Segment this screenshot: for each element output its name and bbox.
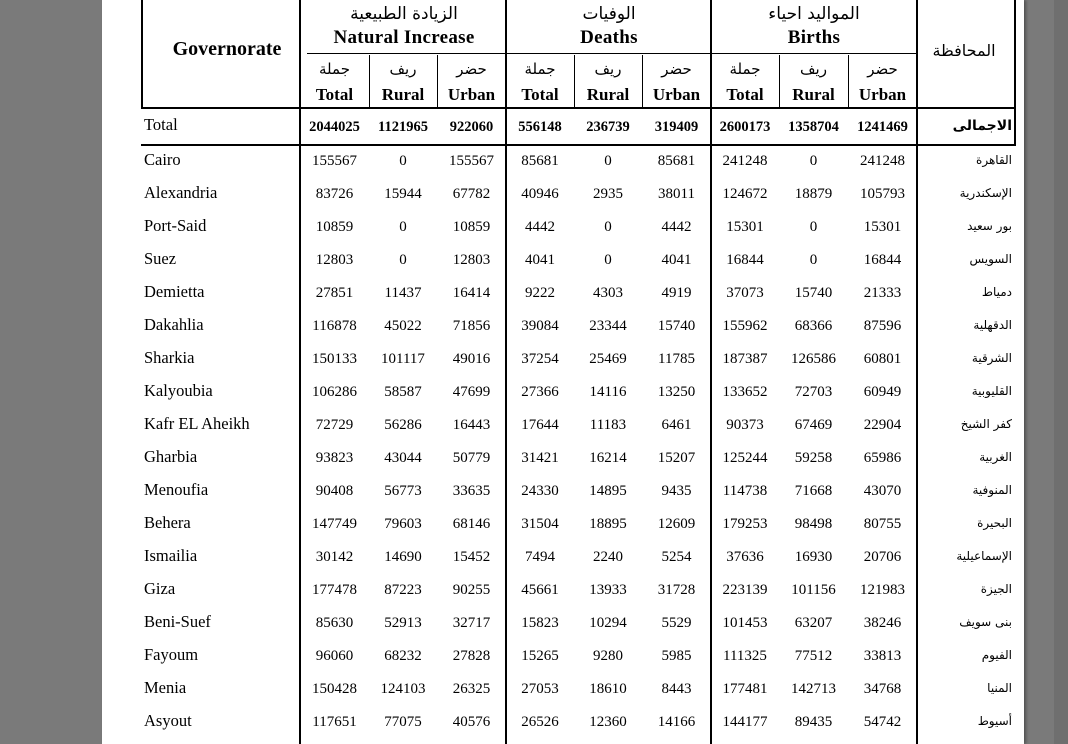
subheader-rural-ar: ريف (389, 60, 417, 78)
data-cell: 12803 (315, 252, 354, 268)
data-cell: 101453 (722, 615, 768, 631)
subcol-divider-4 (779, 55, 780, 108)
data-cell: 20706 (863, 549, 902, 565)
governorate-name: Ismailia (144, 546, 198, 565)
data-cell: 4041 (661, 252, 692, 268)
data-cell: 155962 (722, 318, 768, 334)
total-value: 319409 (654, 119, 699, 135)
governorate-name-ar: السويس (969, 252, 1012, 266)
governorate-name: Alexandria (144, 183, 218, 202)
governorate-header-ar: المحافظة (932, 41, 996, 60)
governorate-name: Dakahlia (144, 315, 204, 334)
data-cell: 49016 (452, 351, 491, 367)
data-cell: 0 (604, 219, 612, 235)
births-header: Births (787, 27, 841, 48)
subheader-rural: Rural (381, 85, 425, 104)
data-cell: 27851 (315, 285, 354, 301)
data-cell: 31728 (657, 582, 696, 598)
total-value: 236739 (586, 119, 630, 135)
data-cell: 83726 (315, 186, 354, 202)
subcol-divider-1 (437, 55, 438, 108)
data-cell: 105793 (860, 186, 905, 202)
data-cell: 67782 (452, 186, 491, 202)
data-cell: 63207 (794, 615, 833, 631)
data-cell: 56773 (384, 483, 422, 499)
header-bottom-rule (141, 107, 1016, 109)
data-cell: 47699 (452, 384, 491, 400)
total-value: 1358704 (788, 119, 839, 135)
document-page (102, 0, 1024, 744)
data-cell: 4442 (525, 219, 555, 235)
data-cell: 67469 (794, 417, 833, 433)
total-value: 2044025 (309, 119, 360, 135)
governorate-name-ar: الفيوم (981, 648, 1012, 662)
data-cell: 33635 (452, 483, 491, 499)
total-label: Total (144, 115, 178, 134)
data-cell: 111325 (723, 648, 767, 664)
data-cell: 15944 (384, 186, 422, 202)
data-cell: 11785 (658, 351, 695, 367)
data-cell: 10859 (315, 219, 354, 235)
data-cell: 15740 (794, 285, 833, 301)
data-cell: 5529 (661, 615, 692, 631)
data-cell: 11183 (589, 417, 627, 433)
subheader-total-ar: جملة (524, 60, 556, 78)
data-cell: 14166 (657, 714, 696, 730)
subcol-divider-2 (574, 55, 575, 108)
data-cell: 98498 (794, 516, 833, 532)
subheader-total: Total (726, 85, 764, 104)
total-label-ar: الاجمالى (952, 118, 1012, 134)
data-cell: 142713 (791, 681, 836, 697)
data-cell: 0 (809, 252, 818, 268)
data-cell: 45661 (521, 582, 559, 598)
data-cell: 6461 (661, 417, 692, 433)
table-border-right (1014, 0, 1016, 146)
data-cell: 90408 (315, 483, 354, 499)
governorate-name-ar: الجيزة (980, 582, 1012, 596)
subheader-total-ar: جملة (319, 60, 350, 78)
data-cell: 43070 (863, 483, 902, 499)
data-cell: 15301 (863, 219, 902, 235)
group-divider-0 (299, 0, 301, 744)
data-cell: 9435 (661, 483, 692, 499)
data-cell: 15207 (657, 450, 696, 466)
data-cell: 14895 (589, 483, 627, 499)
data-cell: 38011 (658, 186, 695, 202)
governorate-header: Governorate (172, 38, 282, 60)
data-cell: 101117 (381, 351, 425, 367)
governorate-name-ar: الشرقية (971, 351, 1012, 365)
data-cell: 18879 (794, 186, 833, 202)
governorate-name: Suez (144, 249, 177, 268)
data-cell: 31504 (521, 516, 559, 532)
subheader-urban-ar: حضر (456, 60, 487, 78)
subheader-rural: Rural (792, 85, 835, 104)
data-cell: 72729 (315, 417, 354, 433)
governorate-name: Asyout (144, 711, 192, 730)
deaths-header-ar: الوفيات (582, 4, 636, 24)
data-cell: 21333 (863, 285, 902, 301)
subheader-total: Total (521, 85, 559, 104)
data-cell: 12360 (589, 714, 627, 730)
data-cell: 77512 (794, 648, 833, 664)
total-value: 556148 (518, 119, 562, 135)
data-cell: 27053 (521, 681, 559, 697)
data-cell: 10859 (452, 219, 491, 235)
data-cell: 15301 (726, 219, 764, 235)
data-cell: 85681 (657, 153, 696, 169)
subheader-urban: Urban (858, 85, 907, 104)
governorate-name: Port-Said (144, 216, 207, 235)
data-cell: 241248 (722, 153, 768, 169)
data-cell: 241248 (860, 153, 905, 169)
data-cell: 114738 (722, 483, 768, 499)
data-cell: 90255 (452, 582, 491, 598)
subheader-urban: Urban (652, 85, 701, 104)
data-cell: 2240 (593, 549, 623, 565)
data-cell: 5985 (661, 648, 692, 664)
scrollbar[interactable] (1054, 0, 1068, 744)
data-cell: 17644 (521, 417, 559, 433)
governorate-name-ar: كفر الشيخ (960, 417, 1012, 431)
data-cell: 58587 (384, 384, 422, 400)
data-cell: 87223 (384, 582, 422, 598)
data-cell: 4041 (525, 252, 555, 268)
governorate-name: Cairo (144, 150, 181, 169)
data-cell: 16414 (452, 285, 491, 301)
data-cell: 16443 (452, 417, 491, 433)
data-cell: 59258 (794, 450, 833, 466)
data-cell: 13250 (657, 384, 696, 400)
data-cell: 43044 (384, 450, 422, 466)
data-cell: 4442 (661, 219, 692, 235)
data-cell: 0 (604, 252, 612, 268)
data-cell: 89435 (794, 714, 833, 730)
data-cell: 68232 (384, 648, 422, 664)
data-cell: 101156 (791, 582, 836, 598)
data-cell: 85630 (315, 615, 354, 631)
governorate-name: Behera (144, 513, 191, 532)
data-cell: 9280 (593, 648, 623, 664)
data-cell: 24330 (521, 483, 559, 499)
natural-increase-header: Natural Increase (333, 27, 475, 48)
data-cell: 15740 (657, 318, 696, 334)
data-cell: 85681 (521, 153, 559, 169)
data-cell: 54742 (863, 714, 902, 730)
data-cell: 9222 (525, 285, 555, 301)
data-cell: 68366 (794, 318, 833, 334)
subcol-divider-5 (848, 55, 849, 108)
data-cell: 124103 (380, 681, 426, 697)
data-cell: 93823 (315, 450, 354, 466)
data-cell: 71856 (452, 318, 491, 334)
data-cell: 14690 (384, 549, 422, 565)
data-cell: 0 (399, 219, 407, 235)
deaths-header: Deaths (580, 27, 638, 48)
data-cell: 10294 (589, 615, 627, 631)
governorate-name-ar: الإسماعيلية (956, 549, 1012, 563)
data-cell: 144177 (722, 714, 768, 730)
governorate-name-ar: الغربية (979, 450, 1012, 464)
governorate-name-ar: أسيوط (977, 714, 1012, 728)
subheader-rural: Rural (586, 85, 630, 104)
governorate-name: Kafr EL Aheikh (144, 414, 250, 433)
subheader-urban: Urban (447, 85, 496, 104)
data-cell: 18610 (589, 681, 627, 697)
data-cell: 187387 (722, 351, 768, 367)
data-cell: 72703 (794, 384, 833, 400)
data-cell: 23344 (589, 318, 627, 334)
data-cell: 15823 (521, 615, 559, 631)
data-cell: 60949 (863, 384, 902, 400)
group-header-rule (307, 53, 917, 54)
data-cell: 52913 (384, 615, 422, 631)
subcol-divider-0 (369, 55, 370, 108)
total-bottom-rule (141, 144, 1016, 146)
governorate-name: Giza (144, 579, 176, 598)
data-cell: 77075 (384, 714, 422, 730)
data-cell: 22904 (863, 417, 902, 433)
governorate-name: Kalyoubia (144, 381, 213, 400)
data-cell: 106286 (312, 384, 357, 400)
data-cell: 60801 (863, 351, 902, 367)
data-cell: 147749 (312, 516, 357, 532)
data-cell: 32717 (452, 615, 491, 631)
data-cell: 12803 (452, 252, 491, 268)
data-cell: 116878 (312, 318, 357, 334)
data-cell: 71668 (794, 483, 833, 499)
data-cell: 38246 (863, 615, 902, 631)
governorate-name-ar: المنوفية (972, 483, 1012, 497)
data-cell: 26325 (452, 681, 491, 697)
data-cell: 126586 (791, 351, 836, 367)
governorate-name-ar: البحيرة (977, 516, 1012, 530)
governorate-name: Beni-Suef (144, 612, 211, 631)
total-value: 1121965 (378, 119, 428, 135)
data-cell: 26526 (521, 714, 559, 730)
subheader-total-ar: جملة (729, 60, 761, 78)
data-cell: 177478 (312, 582, 357, 598)
governorate-name: Menia (144, 678, 187, 697)
data-cell: 0 (809, 153, 818, 169)
governorate-name-ar: دمياط (981, 285, 1012, 299)
data-cell: 4919 (661, 285, 692, 301)
data-cell: 155567 (312, 153, 357, 169)
natural-increase-header-ar: الزيادة الطبيعية (350, 4, 458, 24)
data-cell: 39084 (521, 318, 559, 334)
data-cell: 31421 (521, 450, 559, 466)
data-cell: 117651 (312, 714, 357, 730)
data-cell: 4303 (593, 285, 623, 301)
data-cell: 87596 (863, 318, 902, 334)
data-cell: 12609 (657, 516, 696, 532)
data-cell: 177481 (722, 681, 768, 697)
data-cell: 11437 (384, 285, 422, 301)
data-cell: 40576 (452, 714, 491, 730)
data-cell: 96060 (315, 648, 354, 664)
data-cell: 16214 (589, 450, 627, 466)
governorate-name: Demietta (144, 282, 205, 301)
data-cell: 0 (604, 153, 612, 169)
data-cell: 223139 (722, 582, 768, 598)
data-cell: 25469 (589, 351, 627, 367)
data-cell: 15452 (452, 549, 491, 565)
subheader-rural-ar: ريف (800, 60, 827, 78)
subheader-total: Total (315, 85, 354, 104)
governorate-name-ar: بنى سويف (959, 615, 1012, 629)
data-cell: 155567 (449, 153, 494, 169)
data-cell: 133652 (722, 384, 768, 400)
data-cell: 5254 (661, 549, 692, 565)
governorate-name: Gharbia (144, 447, 198, 466)
data-cell: 40946 (521, 186, 559, 202)
total-value: 922060 (449, 119, 494, 135)
table-border-left (141, 0, 143, 108)
governorate-name: Sharkia (144, 348, 195, 367)
data-cell: 125244 (722, 450, 768, 466)
governorate-name-ar: بور سعيد (967, 219, 1012, 233)
data-cell: 16844 (726, 252, 764, 268)
data-cell: 37636 (726, 549, 764, 565)
governorate-name: Menoufia (144, 480, 209, 499)
data-cell: 34768 (863, 681, 902, 697)
subheader-rural-ar: ريف (594, 60, 622, 78)
data-cell: 45022 (384, 318, 422, 334)
data-cell: 18895 (589, 516, 627, 532)
data-cell: 16930 (794, 549, 833, 565)
data-cell: 90373 (726, 417, 764, 433)
data-cell: 2935 (593, 186, 623, 202)
data-cell: 15265 (521, 648, 559, 664)
subheader-urban-ar: حضر (867, 60, 898, 78)
data-cell: 56286 (384, 417, 422, 433)
data-cell: 7494 (525, 549, 555, 565)
governorate-name-ar: القاهرة (976, 153, 1012, 167)
data-cell: 14116 (589, 384, 627, 400)
data-cell: 150428 (312, 681, 357, 697)
data-cell: 80755 (863, 516, 902, 532)
data-cell: 50779 (452, 450, 491, 466)
data-cell: 0 (809, 219, 818, 235)
data-cell: 121983 (860, 582, 905, 598)
data-cell: 79603 (384, 516, 422, 532)
group-divider-3 (916, 0, 918, 744)
data-cell: 27828 (452, 648, 491, 664)
data-cell: 150133 (312, 351, 357, 367)
total-value: 2600173 (719, 119, 771, 135)
governorate-name-ar: الدقهلية (973, 318, 1012, 332)
data-cell: 179253 (722, 516, 768, 532)
data-cell: 16844 (863, 252, 902, 268)
governorate-name-ar: المنيا (987, 681, 1012, 695)
data-cell: 37254 (521, 351, 559, 367)
data-cell: 0 (399, 153, 407, 169)
data-cell: 8443 (661, 681, 692, 697)
data-cell: 30142 (315, 549, 354, 565)
data-cell: 33813 (863, 648, 902, 664)
subcol-divider-3 (642, 55, 643, 108)
subheader-urban-ar: حضر (661, 60, 692, 78)
data-cell: 68146 (452, 516, 491, 532)
governorate-name-ar: القليوبية (971, 384, 1012, 398)
data-cell: 65986 (863, 450, 902, 466)
births-header-ar: المواليد احياء (768, 4, 860, 24)
group-divider-1 (505, 0, 507, 744)
governorate-name-ar: الإسكندرية (959, 186, 1012, 200)
data-cell: 124672 (722, 186, 768, 202)
governorate-name: Fayoum (144, 645, 199, 664)
data-cell: 27366 (521, 384, 559, 400)
data-cell: 13933 (589, 582, 627, 598)
data-cell: 37073 (726, 285, 764, 301)
data-cell: 0 (399, 252, 407, 268)
total-value: 1241469 (857, 119, 908, 135)
group-divider-2 (710, 0, 712, 744)
